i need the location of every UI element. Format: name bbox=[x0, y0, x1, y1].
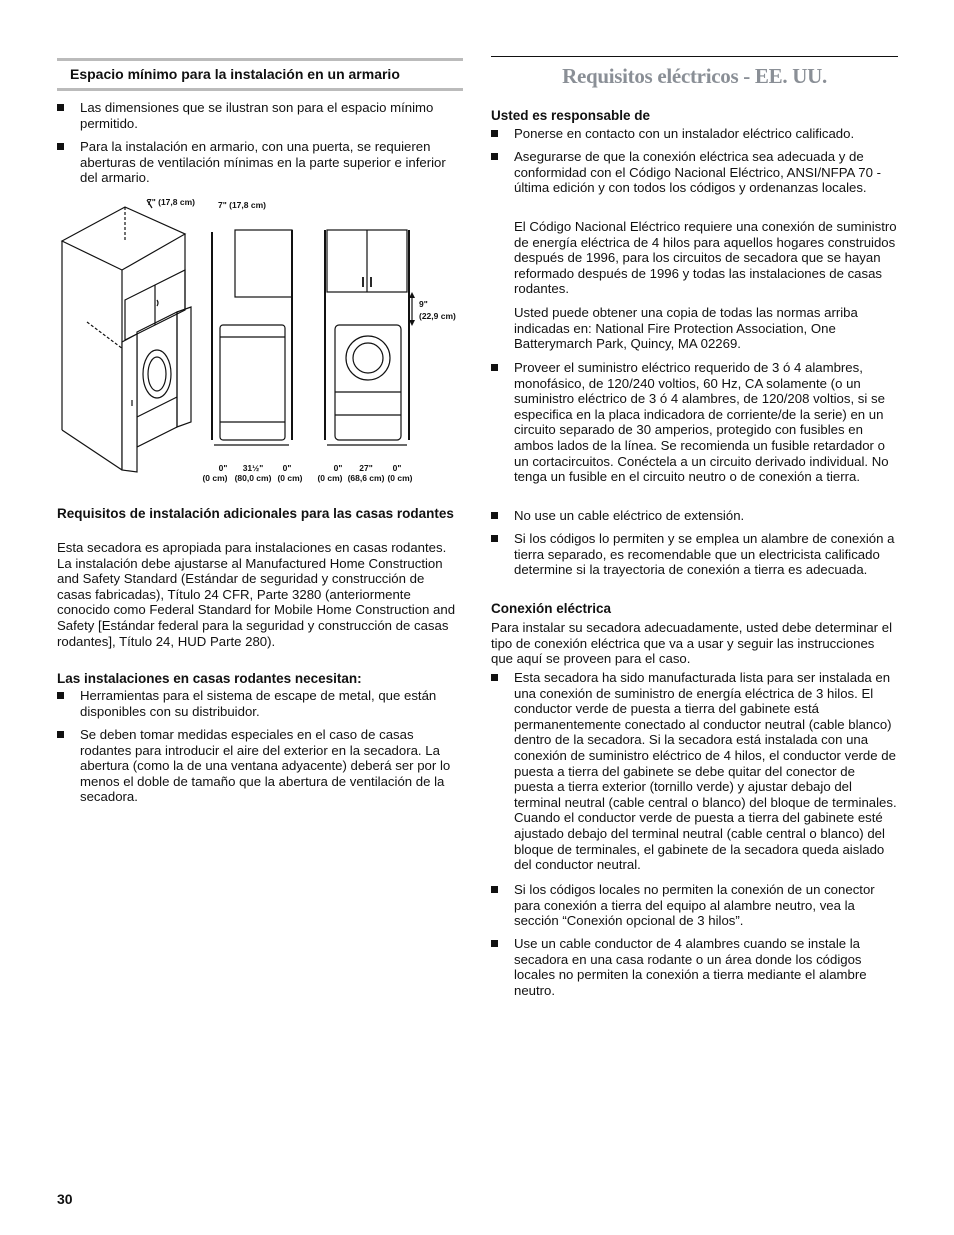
bullet-square-icon bbox=[57, 731, 64, 738]
bullet-square-icon bbox=[491, 153, 498, 160]
dim-iso-top: 7" (17,8 cm) bbox=[147, 197, 195, 207]
dim-side-b2a: 31½" bbox=[242, 463, 264, 473]
section-rule-bottom bbox=[57, 88, 463, 91]
dim-front-b1a: 0" bbox=[333, 463, 343, 473]
dim-front-b3a: 0" bbox=[392, 463, 402, 473]
dim-front-b2a: 27" bbox=[359, 463, 373, 473]
isometric-closet-drawing bbox=[62, 200, 191, 472]
bullet-square-icon bbox=[57, 692, 64, 699]
right-top-rule bbox=[491, 56, 898, 57]
dim-front-right-1: 9" bbox=[419, 299, 428, 309]
dim-side-b1a: 0" bbox=[218, 463, 228, 473]
page-title: Requisitos eléctricos - EE. UU. bbox=[562, 64, 827, 88]
bullet-square-icon bbox=[57, 104, 64, 111]
paragraph-nec: El Código Nacional Eléctrico requiere una conexión de suministro de energía eléctrica de 4 hilos para aquellos hogares construidos después de 1996, para los circuitos de secadora que se hayan reformado después de 1996 y todas las instalaciones de casas rodantes. bbox=[514, 219, 897, 297]
dim-side-b1b: (0 cm) bbox=[202, 473, 228, 483]
dim-front-right-2: (22,9 cm) bbox=[419, 311, 456, 321]
dim-side-b3a: 0" bbox=[282, 463, 292, 473]
dim-front-b1b: (0 cm) bbox=[317, 473, 343, 483]
paragraph-connection: Para instalar su secadora adecuadamente, usted debe determinar el tipo de conexión eléctrica que va a usar y seguir las instrucciones que aquí se proveen para el caso. bbox=[491, 620, 893, 667]
dim-front-b2b: (68,6 cm) bbox=[347, 473, 385, 483]
bullet-square-icon bbox=[491, 512, 498, 519]
heading-mobile-needs: Las instalaciones en casas rodantes necesitan: bbox=[57, 671, 362, 686]
front-view-drawing bbox=[325, 230, 412, 445]
dim-side-top: 7" (17,8 cm) bbox=[218, 200, 266, 210]
heading-responsible: Usted es responsable de bbox=[491, 108, 651, 123]
bullet-square-icon bbox=[491, 674, 498, 681]
page-number: 30 bbox=[57, 1191, 73, 1207]
section-title-closet: Espacio mínimo para la instalación en un armario bbox=[70, 66, 400, 82]
dim-side-b3b: (0 cm) bbox=[277, 473, 303, 483]
bullet-square-icon bbox=[491, 535, 498, 542]
heading-mobile-home: Requisitos de instalación adicionales para las casas rodantes bbox=[57, 506, 454, 521]
side-view-drawing bbox=[212, 230, 292, 445]
bullet-square-icon bbox=[57, 143, 64, 150]
bullet-square-icon bbox=[491, 364, 498, 371]
section-rule-top bbox=[57, 58, 463, 61]
dim-front-b3b: (0 cm) bbox=[387, 473, 413, 483]
bullet-square-icon bbox=[491, 130, 498, 137]
bullet-square-icon bbox=[491, 940, 498, 947]
paragraph-nfpa: Usted puede obtener una copia de todas las normas arriba indicadas en: National Fire Protection Association, One Batterymarch Park, Quincy, MA 02269. bbox=[514, 305, 858, 352]
dim-side-b2b: (80,0 cm) bbox=[234, 473, 272, 483]
paragraph-mobile-home: Esta secadora es apropiada para instalaciones en casas rodantes. La instalación debe ajustarse al Manufactured Home Construction and Safety Standard (Estándar de seguridad y construcción de casas fabricadas), Título 24 CFR, Parte 3280 (anteriormente conocido como Federal Standard for Mobile Home Construction and Safety [Estándar federal para la seguridad y construcción de casas rodantes], Título 24, HUD Parte 280). bbox=[57, 540, 456, 649]
heading-electrical-connection: Conexión eléctrica bbox=[491, 601, 612, 616]
bullet-square-icon bbox=[491, 886, 498, 893]
closet-clearance-diagram bbox=[57, 192, 463, 490]
